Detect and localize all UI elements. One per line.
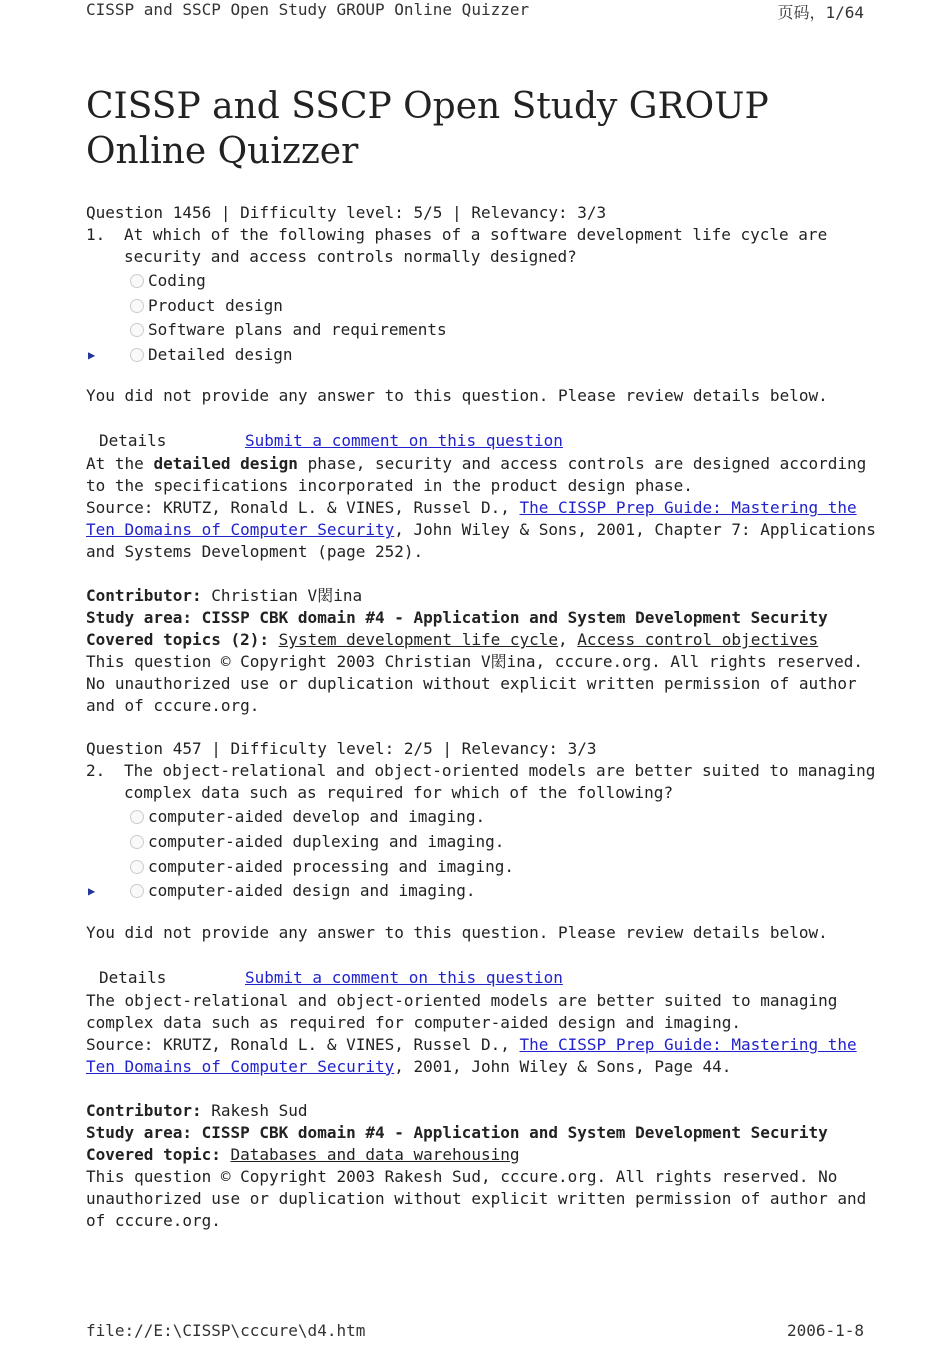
topics-label: Covered topics (2): bbox=[86, 630, 270, 650]
contributor-name: Christian V閎ina bbox=[201, 586, 363, 606]
question-block bbox=[86, 738, 876, 1231]
page-number: 页码，1/64 bbox=[777, 3, 864, 22]
correct-answer-arrow-icon: ▶ bbox=[88, 347, 96, 362]
answer-option[interactable] bbox=[86, 318, 876, 343]
option-label: Coding bbox=[148, 271, 206, 290]
file-path: file://E:\CISSP\cccure\d4.htm bbox=[86, 1321, 366, 1340]
option-label: computer-aided duplexing and imaging. bbox=[148, 831, 505, 851]
question-meta: Question 1456 | Difficulty level: 5/5 | Relevancy: 3/3 bbox=[86, 203, 607, 222]
explanation-text: phase, security and access controls are designed according to the specifications incorporated in the product design phase. bbox=[86, 454, 867, 496]
question-number: 2. bbox=[86, 761, 106, 781]
contributor-label: Contributor: bbox=[86, 1100, 202, 1120]
radio-button[interactable] bbox=[130, 835, 144, 849]
answer-option-correct[interactable] bbox=[86, 343, 876, 368]
contributor-info: Contributor: Christian V閎ina Study area: CISSP CBK domain #4 - Application and System Development Security Covered topics (2): System development life cycle, Access control objectives This question © Copyright 2003 Christian V閎ina, cccure.org. All rights reserved. No unauthorized use or duplication without explicit written permission of author and of cccure.org. bbox=[86, 585, 876, 717]
study-area: Study area: CISSP CBK domain #4 - Application and System Development Security bbox=[86, 608, 828, 628]
option-label: computer-aided design and imaging. bbox=[148, 881, 476, 901]
answer-option[interactable] bbox=[86, 294, 876, 319]
source-text: , 2001, John Wiley & Sons, Page 44. bbox=[394, 1056, 732, 1076]
explanation-text: The object-relational and object-oriented models are better suited to managing complex data such as required for computer-aided design and imaging. bbox=[86, 990, 838, 1032]
submit-comment-link[interactable]: Submit a comment on this question bbox=[245, 967, 563, 987]
print-date: 2006-1-8 bbox=[786, 1321, 864, 1340]
study-area: Study area: CISSP CBK domain #4 - Application and System Development Security bbox=[86, 1122, 828, 1142]
no-answer-notice: You did not provide any answer to this question. Please review details below. bbox=[86, 922, 828, 942]
topic-link[interactable]: Databases and data warehousing bbox=[230, 1144, 520, 1164]
option-label: computer-aided processing and imaging. bbox=[148, 856, 515, 876]
question-number: 1. bbox=[86, 225, 106, 244]
answer-option[interactable] bbox=[86, 855, 876, 880]
header-title: CISSP and SSCP Open Study GROUP Online Quizzer bbox=[86, 0, 530, 19]
details-row bbox=[86, 429, 876, 453]
answer-option[interactable] bbox=[86, 805, 876, 830]
answer-option[interactable] bbox=[86, 830, 876, 855]
details-label: Details bbox=[99, 967, 167, 987]
option-label: Software plans and requirements bbox=[148, 320, 447, 340]
question-meta: Question 457 | Difficulty level: 2/5 | Relevancy: 3/3 bbox=[86, 739, 597, 759]
source-text: Source: KRUTZ, Ronald L. & VINES, Russel D., bbox=[86, 1034, 520, 1054]
contributor-info bbox=[86, 1100, 876, 1232]
explanation bbox=[86, 453, 876, 563]
answer-option-correct[interactable] bbox=[86, 879, 876, 904]
print-footer bbox=[86, 1321, 864, 1340]
radio-button[interactable] bbox=[130, 274, 144, 288]
topics-label: Covered topic: bbox=[86, 1144, 221, 1164]
source-book-link[interactable]: The CISSP Prep Guide: Mastering the Ten Domains of Computer Security bbox=[86, 498, 857, 540]
no-answer-notice: You did not provide any answer to this question. Please review details below. bbox=[86, 386, 828, 406]
answer-options bbox=[86, 269, 876, 367]
radio-button[interactable] bbox=[130, 299, 144, 313]
radio-button[interactable] bbox=[130, 860, 144, 874]
option-label: Detailed design bbox=[148, 344, 293, 364]
contributor-label: Contributor: bbox=[86, 586, 202, 606]
question-text bbox=[86, 224, 876, 268]
source-text: , John Wiley & Sons, 2001, Chapter 7: Applications and Systems Development (page 252). bbox=[86, 520, 876, 562]
details-row bbox=[86, 966, 876, 990]
copyright-notice: This question © Copyright 2003 Christian V閎ina, cccure.org. All rights reserved. No unauthorized use or duplication without explicit written permission of author and of cccure.org. bbox=[86, 652, 863, 716]
copyright-notice: This question © Copyright 2003 Rakesh Sud, cccure.org. All rights reserved. No unauthorized use or duplication without explicit written permission of author and of cccure.org. bbox=[86, 1166, 867, 1230]
source-book-link[interactable]: The CISSP Prep Guide: Mastering the Ten Domains of Computer Security bbox=[86, 1034, 857, 1076]
explanation-text: At the bbox=[86, 454, 154, 474]
question-body: The object-relational and object-oriented models are better suited to managing complex data such as required for which of the following? bbox=[124, 761, 876, 803]
print-header bbox=[86, 0, 864, 23]
explanation bbox=[86, 990, 876, 1078]
topic-link[interactable]: Access control objectives bbox=[577, 630, 819, 650]
contributor-name: Rakesh Sud bbox=[201, 1100, 308, 1120]
question-body: At which of the following phases of a software development life cycle are security and access controls normally designed? bbox=[124, 225, 828, 266]
explanation-bold: detailed design bbox=[153, 454, 298, 474]
answer-options bbox=[86, 805, 876, 903]
submit-comment-link[interactable]: Submit a comment on this question bbox=[245, 431, 563, 451]
answer-option[interactable] bbox=[86, 269, 876, 294]
page-content bbox=[86, 84, 876, 1232]
details-label: Details bbox=[99, 431, 167, 451]
radio-button[interactable] bbox=[130, 348, 144, 362]
option-label: Product design bbox=[148, 295, 283, 315]
source-text: Source: KRUTZ, Ronald L. & VINES, Russel D., bbox=[86, 498, 520, 518]
topic-link[interactable]: System development life cycle bbox=[278, 630, 559, 650]
option-label: computer-aided develop and imaging. bbox=[148, 807, 486, 827]
question-text bbox=[86, 760, 876, 804]
question-block bbox=[86, 202, 876, 717]
correct-answer-arrow-icon: ▶ bbox=[88, 884, 96, 899]
page-title: CISSP and SSCP Open Study GROUP Online Quizzer bbox=[86, 86, 769, 172]
